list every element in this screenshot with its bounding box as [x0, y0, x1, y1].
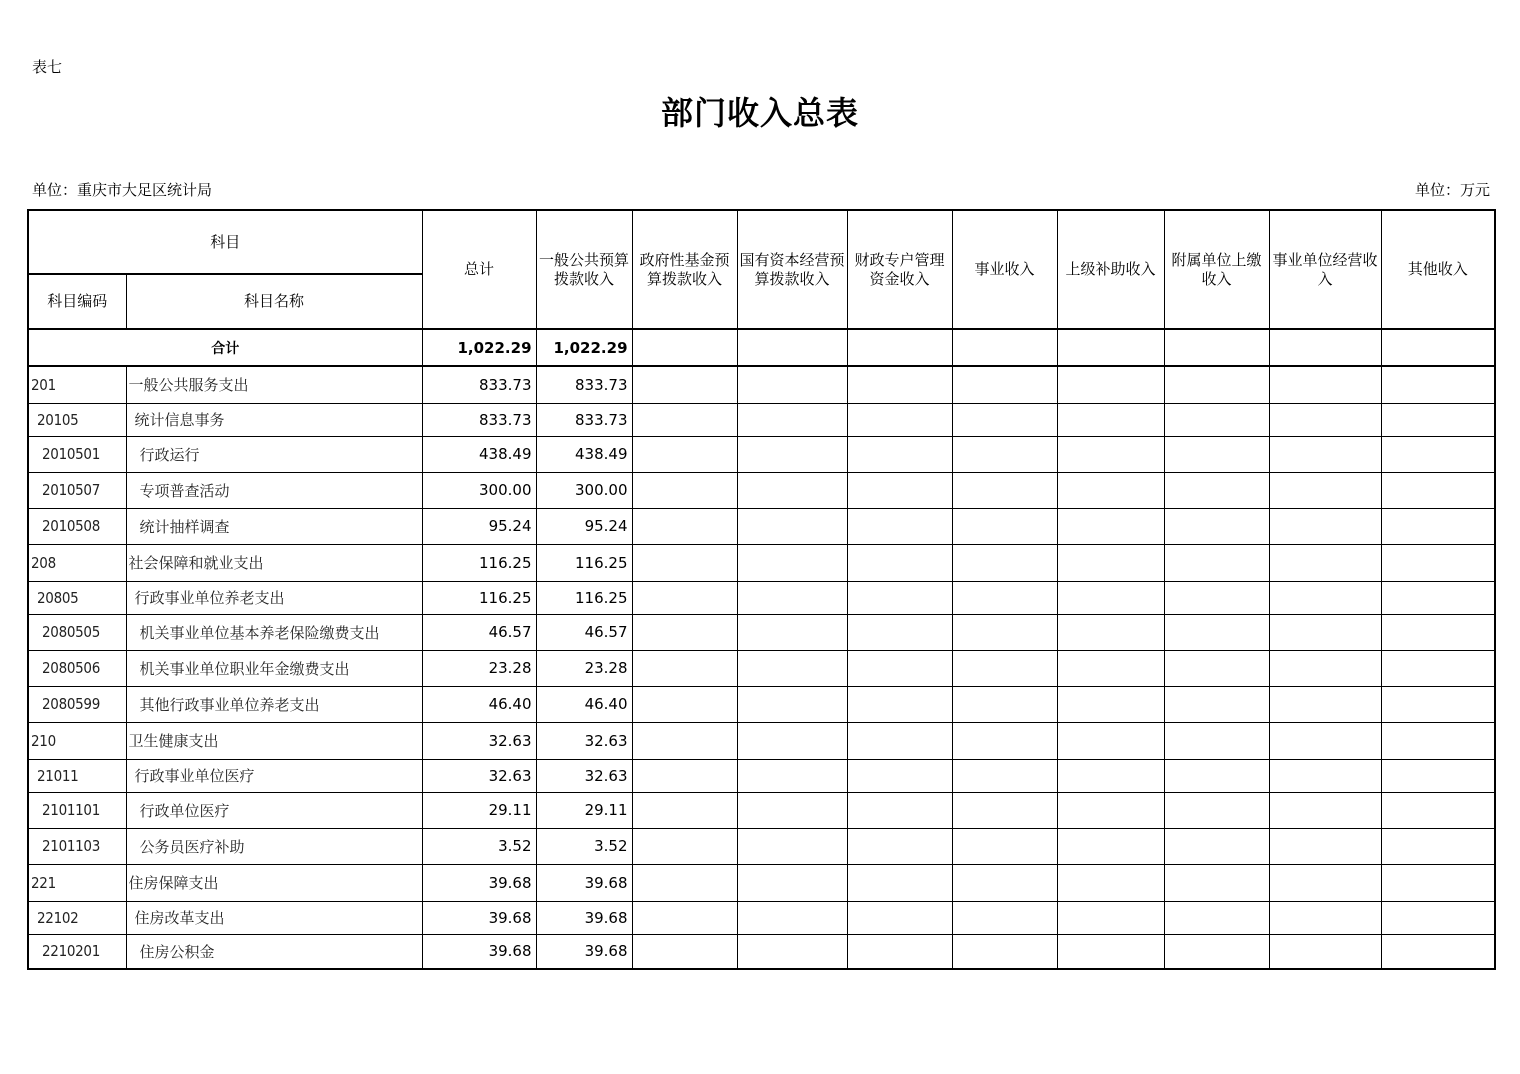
- empty-cell: [847, 403, 952, 436]
- total-cell: 833.73: [422, 366, 536, 403]
- table-row: [28, 403, 1495, 436]
- empty-cell: [632, 614, 737, 650]
- empty-cell: [847, 581, 952, 614]
- empty-cell: [1057, 759, 1164, 792]
- empty-cell: [952, 864, 1057, 901]
- empty-cell: [952, 366, 1057, 403]
- general-budget-cell: 116.25: [536, 544, 632, 581]
- empty-cell: [1164, 614, 1269, 650]
- empty-cell: [1057, 472, 1164, 508]
- empty-cell: [952, 508, 1057, 544]
- empty-cell: [1164, 508, 1269, 544]
- empty-cell: [952, 650, 1057, 686]
- empty-cell: [1269, 366, 1381, 403]
- total-cell: 29.11: [422, 792, 536, 828]
- subject-name-cell: 社会保障和就业支出: [126, 544, 422, 581]
- empty-cell: [632, 366, 737, 403]
- empty-cell: [1381, 686, 1495, 722]
- empty-cell: [1057, 650, 1164, 686]
- empty-cell: [1164, 759, 1269, 792]
- empty-cell: [1381, 366, 1495, 403]
- empty-cell: [1057, 544, 1164, 581]
- empty-cell: [737, 581, 847, 614]
- empty-cell: [1381, 472, 1495, 508]
- subject-code-cell: 2080505: [28, 614, 126, 650]
- table-row: [28, 864, 1495, 901]
- general-budget-cell: 32.63: [536, 759, 632, 792]
- empty-cell: [847, 436, 952, 472]
- total-cell: 116.25: [422, 544, 536, 581]
- subject-name-cell: 行政事业单位养老支出: [126, 581, 422, 614]
- empty-cell: [1057, 581, 1164, 614]
- empty-cell: [1381, 329, 1495, 366]
- empty-cell: [952, 403, 1057, 436]
- empty-cell: [952, 544, 1057, 581]
- empty-cell: [847, 650, 952, 686]
- subject-name-cell: 行政事业单位医疗: [126, 759, 422, 792]
- general-budget-cell: 32.63: [536, 722, 632, 759]
- empty-cell: [737, 614, 847, 650]
- empty-cell: [1164, 329, 1269, 366]
- empty-cell: [1057, 403, 1164, 436]
- empty-cell: [952, 436, 1057, 472]
- empty-cell: [1057, 722, 1164, 759]
- empty-cell: [632, 828, 737, 864]
- empty-cell: [737, 759, 847, 792]
- empty-cell: [1381, 792, 1495, 828]
- total-cell: 46.40: [422, 686, 536, 722]
- subject-code-cell: 2010501: [28, 436, 126, 472]
- empty-cell: [1381, 759, 1495, 792]
- empty-cell: [1269, 581, 1381, 614]
- empty-cell: [1269, 828, 1381, 864]
- empty-cell: [737, 544, 847, 581]
- income-summary-table: [27, 209, 1496, 970]
- empty-cell: [737, 329, 847, 366]
- table-row: [28, 436, 1495, 472]
- subject-code-cell: 2010507: [28, 472, 126, 508]
- empty-cell: [952, 722, 1057, 759]
- subject-code-cell: 2080506: [28, 650, 126, 686]
- empty-cell: [847, 614, 952, 650]
- total-cell: 39.68: [422, 901, 536, 934]
- general-budget-cell: 46.57: [536, 614, 632, 650]
- empty-cell: [1164, 544, 1269, 581]
- header-general-budget: 一般公共预算拨款收入: [536, 210, 632, 329]
- empty-cell: [632, 901, 737, 934]
- table-row: [28, 581, 1495, 614]
- subject-name-cell: 一般公共服务支出: [126, 366, 422, 403]
- total-row: [28, 329, 1495, 366]
- empty-cell: [847, 934, 952, 969]
- subject-code-cell: 2010508: [28, 508, 126, 544]
- table-row: [28, 508, 1495, 544]
- empty-cell: [1057, 366, 1164, 403]
- empty-cell: [952, 581, 1057, 614]
- empty-cell: [632, 722, 737, 759]
- subject-name-cell: 住房改革支出: [126, 901, 422, 934]
- subject-code-cell: 20805: [28, 581, 126, 614]
- table-row: [28, 759, 1495, 792]
- empty-cell: [1269, 614, 1381, 650]
- total-cell: 39.68: [422, 934, 536, 969]
- empty-cell: [1164, 864, 1269, 901]
- empty-cell: [632, 686, 737, 722]
- empty-cell: [1057, 934, 1164, 969]
- subject-code-cell: 221: [28, 864, 126, 901]
- total-cell: 95.24: [422, 508, 536, 544]
- header-business-income: 事业收入: [952, 210, 1057, 329]
- general-budget-cell: 29.11: [536, 792, 632, 828]
- empty-cell: [952, 901, 1057, 934]
- empty-cell: [1057, 792, 1164, 828]
- total-sum: 1,022.29: [422, 329, 536, 366]
- empty-cell: [632, 472, 737, 508]
- empty-cell: [632, 508, 737, 544]
- general-budget-cell: 39.68: [536, 901, 632, 934]
- empty-cell: [847, 759, 952, 792]
- empty-cell: [632, 581, 737, 614]
- header-name: 科目名称: [126, 274, 422, 329]
- empty-cell: [1381, 614, 1495, 650]
- subject-name-cell: 行政单位医疗: [126, 792, 422, 828]
- total-cell: 39.68: [422, 864, 536, 901]
- total-cell: 116.25: [422, 581, 536, 614]
- empty-cell: [847, 472, 952, 508]
- total-cell: 32.63: [422, 722, 536, 759]
- general-budget-cell: 3.52: [536, 828, 632, 864]
- empty-cell: [737, 686, 847, 722]
- empty-cell: [1164, 722, 1269, 759]
- total-label: 合计: [28, 329, 422, 366]
- subject-name-cell: 住房公积金: [126, 934, 422, 969]
- table-row: [28, 901, 1495, 934]
- empty-cell: [1164, 436, 1269, 472]
- general-budget-cell: 39.68: [536, 934, 632, 969]
- header-code: 科目编码: [28, 274, 126, 329]
- empty-cell: [847, 864, 952, 901]
- subject-name-cell: 公务员医疗补助: [126, 828, 422, 864]
- page-title: 部门收入总表: [660, 94, 859, 132]
- empty-cell: [1269, 864, 1381, 901]
- table-row: [28, 828, 1495, 864]
- empty-cell: [737, 650, 847, 686]
- subject-code-cell: 22102: [28, 901, 126, 934]
- empty-cell: [1381, 581, 1495, 614]
- empty-cell: [1269, 436, 1381, 472]
- general-budget-cell: 116.25: [536, 581, 632, 614]
- empty-cell: [1269, 759, 1381, 792]
- subject-name-cell: 机关事业单位基本养老保险缴费支出: [126, 614, 422, 650]
- total-cell: 300.00: [422, 472, 536, 508]
- empty-cell: [1057, 901, 1164, 934]
- empty-cell: [952, 472, 1057, 508]
- table-row: [28, 614, 1495, 650]
- header-superior-subsidy: 上级补助收入: [1057, 210, 1164, 329]
- general-budget-cell: 300.00: [536, 472, 632, 508]
- empty-cell: [1269, 934, 1381, 969]
- header-state-capital: 国有资本经营预算拨款收入: [737, 210, 847, 329]
- empty-cell: [1269, 508, 1381, 544]
- subject-code-cell: 208: [28, 544, 126, 581]
- subject-name-cell: 专项普查活动: [126, 472, 422, 508]
- empty-cell: [632, 759, 737, 792]
- empty-cell: [952, 759, 1057, 792]
- empty-cell: [1381, 864, 1495, 901]
- empty-cell: [1381, 650, 1495, 686]
- empty-cell: [952, 686, 1057, 722]
- table-row: [28, 792, 1495, 828]
- empty-cell: [952, 934, 1057, 969]
- empty-cell: [1164, 901, 1269, 934]
- total-general-budget: 1,022.29: [536, 329, 632, 366]
- empty-cell: [847, 366, 952, 403]
- table-row: [28, 366, 1495, 403]
- currency-unit-label: 单位：万元: [1414, 181, 1490, 199]
- general-budget-cell: 438.49: [536, 436, 632, 472]
- empty-cell: [737, 864, 847, 901]
- empty-cell: [1269, 722, 1381, 759]
- table-row: [28, 686, 1495, 722]
- header-total: 总计: [422, 210, 536, 329]
- header-gov-fund: 政府性基金预算拨款收入: [632, 210, 737, 329]
- table-row: [28, 472, 1495, 508]
- total-cell: 438.49: [422, 436, 536, 472]
- empty-cell: [1381, 901, 1495, 934]
- empty-cell: [1381, 403, 1495, 436]
- general-budget-cell: 833.73: [536, 366, 632, 403]
- subject-code-cell: 2210201: [28, 934, 126, 969]
- empty-cell: [737, 508, 847, 544]
- subject-code-cell: 20105: [28, 403, 126, 436]
- empty-cell: [737, 436, 847, 472]
- empty-cell: [1269, 650, 1381, 686]
- general-budget-cell: 46.40: [536, 686, 632, 722]
- subject-code-cell: 2101103: [28, 828, 126, 864]
- empty-cell: [847, 901, 952, 934]
- header-fiscal-special: 财政专户管理资金收入: [847, 210, 952, 329]
- total-cell: 23.28: [422, 650, 536, 686]
- total-cell: 833.73: [422, 403, 536, 436]
- empty-cell: [952, 792, 1057, 828]
- total-cell: 46.57: [422, 614, 536, 650]
- general-budget-cell: 95.24: [536, 508, 632, 544]
- subject-code-cell: 201: [28, 366, 126, 403]
- empty-cell: [1269, 329, 1381, 366]
- header-affiliate-payment: 附属单位上缴收入: [1164, 210, 1269, 329]
- general-budget-cell: 833.73: [536, 403, 632, 436]
- empty-cell: [1057, 508, 1164, 544]
- empty-cell: [737, 403, 847, 436]
- empty-cell: [1164, 472, 1269, 508]
- empty-cell: [737, 722, 847, 759]
- empty-cell: [1164, 581, 1269, 614]
- empty-cell: [737, 901, 847, 934]
- empty-cell: [737, 828, 847, 864]
- subject-code-cell: 21011: [28, 759, 126, 792]
- header-other-income: 其他收入: [1381, 210, 1495, 329]
- empty-cell: [1164, 650, 1269, 686]
- empty-cell: [952, 329, 1057, 366]
- empty-cell: [1381, 934, 1495, 969]
- empty-cell: [1269, 403, 1381, 436]
- empty-cell: [1057, 614, 1164, 650]
- empty-cell: [632, 436, 737, 472]
- empty-cell: [632, 934, 737, 969]
- empty-cell: [1269, 901, 1381, 934]
- subject-name-cell: 住房保障支出: [126, 864, 422, 901]
- subject-code-cell: 2101101: [28, 792, 126, 828]
- table-row: [28, 544, 1495, 581]
- empty-cell: [1269, 686, 1381, 722]
- table-number-label: 表七: [32, 58, 63, 76]
- empty-cell: [1269, 792, 1381, 828]
- department-unit-label: 单位：重庆市大足区统计局: [32, 181, 213, 199]
- subject-name-cell: 统计抽样调查: [126, 508, 422, 544]
- total-cell: 32.63: [422, 759, 536, 792]
- empty-cell: [1381, 544, 1495, 581]
- empty-cell: [847, 828, 952, 864]
- empty-cell: [1164, 686, 1269, 722]
- empty-cell: [737, 472, 847, 508]
- empty-cell: [632, 403, 737, 436]
- table-row: [28, 650, 1495, 686]
- empty-cell: [632, 864, 737, 901]
- subject-name-cell: 机关事业单位职业年金缴费支出: [126, 650, 422, 686]
- empty-cell: [847, 686, 952, 722]
- subject-name-cell: 卫生健康支出: [126, 722, 422, 759]
- total-cell: 3.52: [422, 828, 536, 864]
- empty-cell: [847, 508, 952, 544]
- empty-cell: [1057, 864, 1164, 901]
- subject-name-cell: 统计信息事务: [126, 403, 422, 436]
- subject-code-cell: 2080599: [28, 686, 126, 722]
- empty-cell: [952, 828, 1057, 864]
- empty-cell: [847, 722, 952, 759]
- header-operating-income: 事业单位经营收入: [1269, 210, 1381, 329]
- table-row: [28, 722, 1495, 759]
- empty-cell: [632, 544, 737, 581]
- empty-cell: [1164, 934, 1269, 969]
- empty-cell: [1057, 828, 1164, 864]
- empty-cell: [632, 650, 737, 686]
- empty-cell: [632, 329, 737, 366]
- empty-cell: [847, 544, 952, 581]
- empty-cell: [632, 792, 737, 828]
- empty-cell: [1381, 508, 1495, 544]
- header-subject: 科目: [28, 210, 422, 274]
- empty-cell: [1381, 828, 1495, 864]
- table-row: [28, 934, 1495, 969]
- empty-cell: [1057, 436, 1164, 472]
- empty-cell: [1164, 366, 1269, 403]
- general-budget-cell: 23.28: [536, 650, 632, 686]
- subject-code-cell: 210: [28, 722, 126, 759]
- empty-cell: [1381, 436, 1495, 472]
- empty-cell: [737, 366, 847, 403]
- empty-cell: [1164, 403, 1269, 436]
- empty-cell: [1381, 722, 1495, 759]
- empty-cell: [952, 614, 1057, 650]
- general-budget-cell: 39.68: [536, 864, 632, 901]
- empty-cell: [1164, 828, 1269, 864]
- empty-cell: [1164, 792, 1269, 828]
- empty-cell: [1269, 472, 1381, 508]
- empty-cell: [1269, 544, 1381, 581]
- subject-name-cell: 其他行政事业单位养老支出: [126, 686, 422, 722]
- subject-name-cell: 行政运行: [126, 436, 422, 472]
- empty-cell: [1057, 329, 1164, 366]
- empty-cell: [737, 934, 847, 969]
- empty-cell: [847, 792, 952, 828]
- empty-cell: [847, 329, 952, 366]
- empty-cell: [1057, 686, 1164, 722]
- empty-cell: [737, 792, 847, 828]
